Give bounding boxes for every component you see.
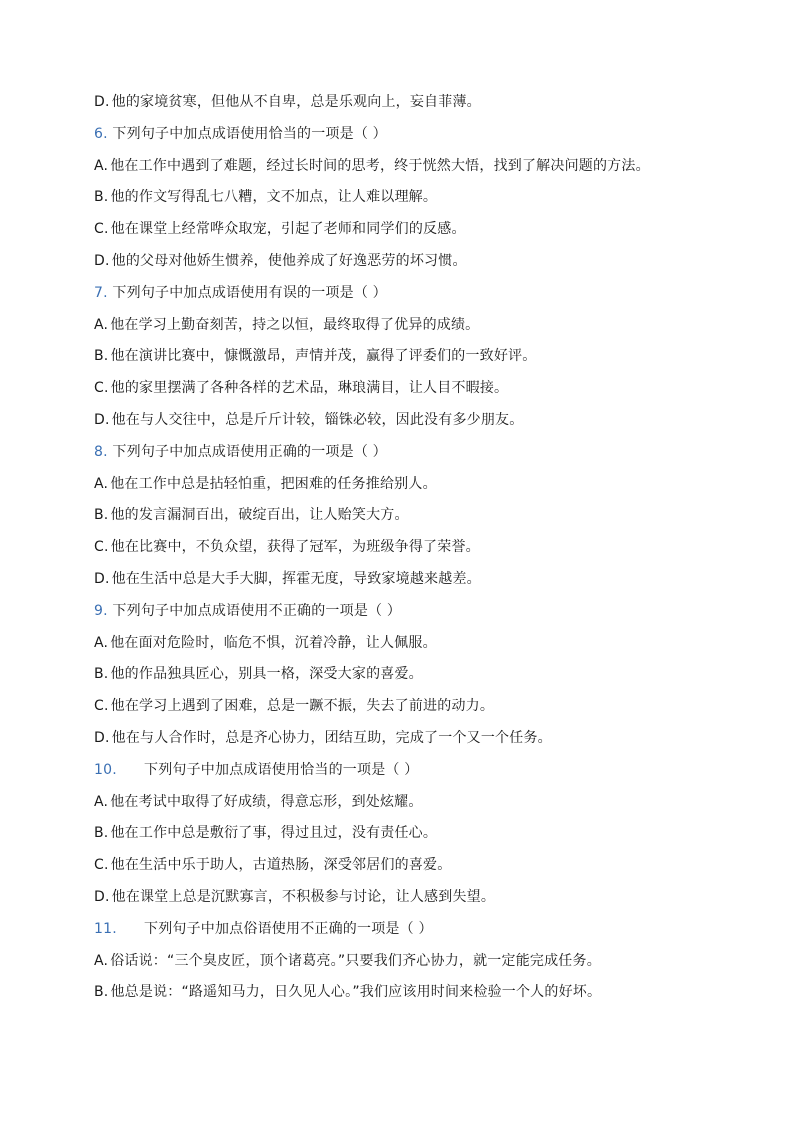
option-line [94,567,714,599]
option-line [94,472,714,504]
option-text: 他的作文写得乱七八糟，文不加点，让人难以理解。 [110,189,438,206]
option-line [94,90,714,122]
question-text: 下列句子中加点成语使用恰当的一项是（ ） [112,125,387,142]
question-text: 下列句子中加点成语使用有误的一项是（ ） [112,284,387,301]
option-line [94,535,714,567]
option-line [94,249,714,281]
option-letter: B. [94,666,109,683]
option-text: 他的家里摆满了各种各样的艺术品，琳琅满目，让人目不暇接。 [110,380,509,397]
option-text: 他在工作中总是敷衍了事，得过且过，没有责任心。 [110,825,438,842]
question-line [94,281,714,313]
option-letter: A. [94,793,109,810]
option-line [94,503,714,535]
option-text: 他在学习上遇到了困难，总是一蹶不振，失去了前进的动力。 [110,698,495,715]
option-line [94,185,714,217]
option-letter: D. [94,94,110,110]
option-letter: B. [94,507,109,524]
option-text: 俗话说：“三个臭皮匠，顶个诸葛亮。”只要我们齐心协力，就一定能完成任务。 [110,952,601,969]
option-text: 他在演讲比赛中，慷慨激昂，声情并茂，赢得了评委们的一致好评。 [110,348,537,365]
option-line [94,217,714,249]
question-number: 9. [94,602,108,619]
question-line [94,599,714,631]
option-letter: A. [94,475,109,492]
option-line [94,631,714,663]
option-line [94,376,714,408]
option-letter: D. [94,888,110,905]
option-letter: D. [94,570,110,587]
option-letter: B. [94,348,109,365]
question-number: 10. [94,761,117,778]
option-text: 他在比赛中，不负众望，获得了冠军，为班级争得了荣誉。 [110,539,480,556]
question-number: 7. [94,284,108,301]
question-text: 下列句子中加点成语使用恰当的一项是（ ） [144,761,419,778]
option-line [94,154,714,186]
option-text: 他在面对危险时，临危不惧，沉着冷静，让人佩服。 [110,634,437,651]
question-text: 下列句子中加点俗语使用不正确的一项是（ ） [144,920,433,937]
option-letter: C. [94,539,109,556]
option-text: 他在工作中总是拈轻怕重，把困难的任务推给别人。 [110,475,437,492]
option-letter: B. [94,984,109,1001]
option-line [94,885,714,917]
option-letter: A. [94,157,109,174]
option-letter: C. [94,380,109,397]
option-text: 他的作品独具匠心，别具一格，深受大家的喜爱。 [110,666,423,683]
question-number: 6. [94,125,108,142]
option-text: 他总是说：“路遥知马力，日久见人心。”我们应该用时间来检验一个人的好坏。 [110,984,602,1001]
option-letter: D. [94,252,110,269]
option-text: 他在课堂上经常哗众取宠，引起了老师和同学们的反感。 [110,221,466,238]
option-text: 他在与人交往中，总是斤斤计较，锱铢必较，因此没有多少朋友。 [111,411,524,428]
option-letter: D. [94,411,110,428]
option-line [94,726,714,758]
question-list [94,90,714,1012]
question-number: 11. [94,920,117,937]
option-text: 他在学习上勤奋刻苦，持之以恒，最终取得了优异的成绩。 [110,316,480,333]
option-letter: B. [94,825,109,842]
option-text: 他的发言漏洞百出，破绽百出，让人贻笑大方。 [110,507,409,524]
option-text: 他的父母对他娇生惯养，使他养成了好逸恶劳的坏习惯。 [111,252,467,269]
question-text: 下列句子中加点成语使用不正确的一项是（ ） [112,602,402,619]
option-line [94,694,714,726]
option-text: 他在课堂上总是沉默寡言，不积极参与讨论，让人感到失望。 [111,888,496,905]
option-letter: D. [94,729,110,746]
option-letter: B. [94,189,109,206]
option-line [94,853,714,885]
question-line [94,440,714,472]
option-text: 他在生活中总是大手大脚，挥霍无度，导致家境越来越差。 [111,570,481,587]
option-text: 他在考试中取得了好成绩，得意忘形，到处炫耀。 [110,793,423,810]
option-letter: C. [94,698,109,715]
option-line [94,662,714,694]
option-letter: C. [94,857,109,874]
option-text: 他的家境贫寒，但他从不自卑，总是乐观向上，妄自菲薄。 [111,94,481,110]
question-number: 8. [94,443,108,460]
option-line [94,949,714,981]
option-text: 他在生活中乐于助人，古道热肠，深受邻居们的喜爱。 [110,857,452,874]
question-line [94,758,714,790]
option-line [94,313,714,345]
option-line [94,980,714,1012]
option-text: 他在工作中遇到了难题，经过长时间的思考，终于恍然大悟，找到了解决问题的方法。 [110,157,650,174]
question-line [94,917,714,949]
option-line [94,408,714,440]
option-letter: C. [94,221,109,238]
question-text: 下列句子中加点成语使用正确的一项是（ ） [112,443,387,460]
option-letter: A. [94,316,109,333]
option-line [94,790,714,822]
option-line [94,344,714,376]
question-line [94,122,714,154]
option-letter: A. [94,634,109,651]
option-letter: A. [94,952,109,969]
option-text: 他在与人合作时，总是齐心协力，团结互助，完成了一个又一个任务。 [111,729,552,746]
option-line [94,821,714,853]
